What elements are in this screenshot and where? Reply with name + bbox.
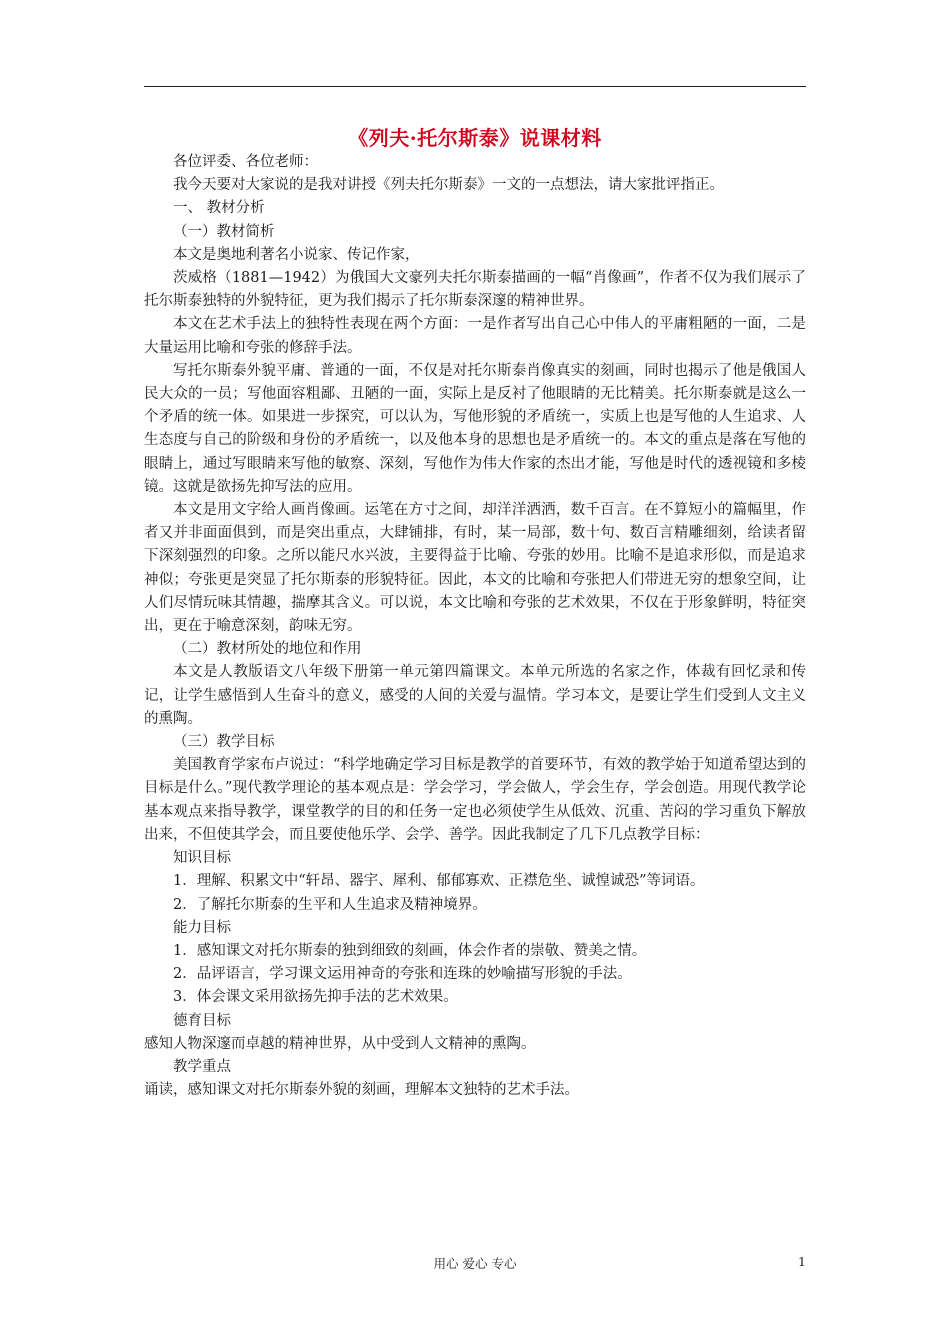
- paragraph: 德育目标: [173, 1012, 231, 1029]
- document-body: [144, 151, 806, 1102]
- paragraph: 诵读，感知课文对托尔斯泰外貌的刻画，理解本文独特的艺术手法。: [144, 1082, 579, 1099]
- page-number: 1: [798, 1254, 806, 1269]
- paragraph: 我今天要对大家说的是我对讲授《列夫托尔斯泰》一文的一点想法，请大家批评指正。: [173, 177, 724, 194]
- footer-text: 用心 爱心 专心: [433, 1256, 517, 1271]
- paragraph: 感知人物深邃而卓越的精神世界，从中受到人文精神的熏陶。: [144, 1035, 536, 1052]
- paragraph: 2．了解托尔斯泰的生平和人生追求及精神境界。: [173, 896, 487, 913]
- paragraph: 美国教育学家布卢说过：“科学地确定学习目标是教学的首要环节，有效的教学始于知道希望达到的目标是什么。”现代教学理论的基本观点是：学会学习，学会做人，学会生存，学会创造。用现代教学论基本观点来指导教学，课堂教学的目的和任务一定也必须使学生从低效、沉重、苦闷的学习重负下解放出来，不但使其学会，而且要使他乐学、会学、善学。因此我制定了几下几点教学目标：: [144, 757, 806, 843]
- paragraph: 一、 教材分析: [173, 200, 265, 217]
- paragraph: 本文是人教版语文八年级下册第一单元第四篇课文。本单元所选的名家之作，体裁有回忆录和传记，让学生感悟到人生奋斗的意义，感受的人间的关爱与温情。学习本文，是要让学生们受到人文主义的熏陶。: [144, 664, 806, 727]
- paragraph: 知识目标: [173, 850, 231, 867]
- paragraph: 教学重点: [173, 1058, 231, 1075]
- paragraph: 能力目标: [173, 919, 231, 936]
- paragraph: 本文在艺术手法上的独特性表现在两个方面：一是作者写出自己心中伟人的平庸粗陋的一面，二是大量运用比喻和夸张的修辞手法。: [144, 316, 806, 356]
- paragraph: （二）教材所处的地位和作用: [173, 641, 362, 658]
- paragraph: （一）教材简析: [173, 223, 275, 240]
- paragraph: 2．品评语言，学习课文运用神奇的夸张和连珠的妙喻描写形貌的手法。: [173, 966, 632, 983]
- paragraph: 1．感知课文对托尔斯泰的独到细致的刻画，体会作者的崇敬、赞美之情。: [173, 942, 647, 959]
- paragraph: 3．体会课文采用欲扬先抑手法的艺术效果。: [173, 989, 458, 1006]
- paragraph: 写托尔斯泰外貌平庸、普通的一面，不仅是对托尔斯泰肖像真实的刻画，同时也揭示了他是俄国人民大众的一员；写他面容粗鄙、丑陋的一面，实际上是反衬了他眼睛的无比精美。托尔斯泰就是这么一个矛盾的统一体。如果进一步探究，可以认为，写他形貌的矛盾统一，实质上也是写他的人生追求、人生态度与自己的阶级和身份的矛盾统一，以及他本身的思想也是矛盾统一的。本文的重点是落在写他的眼睛上，通过写眼睛来写他的敏察、深刻，写他作为伟大作家的杰出才能，写他是时代的透视镜和多棱镜。这就是欲扬先抑写法的应用。: [144, 362, 806, 495]
- paragraph: 本文是奥地利著名小说家、传记作家，: [173, 246, 420, 263]
- header-rule: [144, 86, 806, 87]
- paragraph: （三）教学目标: [173, 734, 275, 751]
- paragraph: 本文是用文字给人画肖像画。运笔在方寸之间，却洋洋洒洒，数千百言。在不算短小的篇幅里，作者又并非面面俱到，而是突出重点，大肆铺排，有时，某一局部，数十句、数百言精雕细刻，给读者留下深刻强烈的印象。之所以能尺水兴波，主要得益于比喻、夸张的妙用。比喻不是追求形似，而是追求神似；夸张更是突显了托尔斯泰的形貌特征。因此，本文的比喻和夸张把人们带进无穷的想象空间，让人们尽情玩味其情趣，揣摩其含义。可以说，本文比喻和夸张的艺术效果，不仅在于形象鲜明，特征突出，更在于喻意深刻，韵味无穷。: [144, 502, 806, 635]
- paragraph: 茨威格（1881—1942）为俄国大文豪列夫托尔斯泰描画的一幅“肖像画”，作者不仅为我们展示了托尔斯泰独特的外貌特征，更为我们揭示了托尔斯泰深邃的精神世界。: [144, 270, 806, 310]
- paragraph: 各位评委、各位老师：: [173, 154, 318, 170]
- document-title: 《列夫·托尔斯泰》说课材料: [348, 126, 602, 150]
- paragraph: 1．理解、积累文中“轩昂、器宇、犀利、郁郁寡欢、正襟危坐、诚惶诚恐”等词语。: [173, 873, 705, 890]
